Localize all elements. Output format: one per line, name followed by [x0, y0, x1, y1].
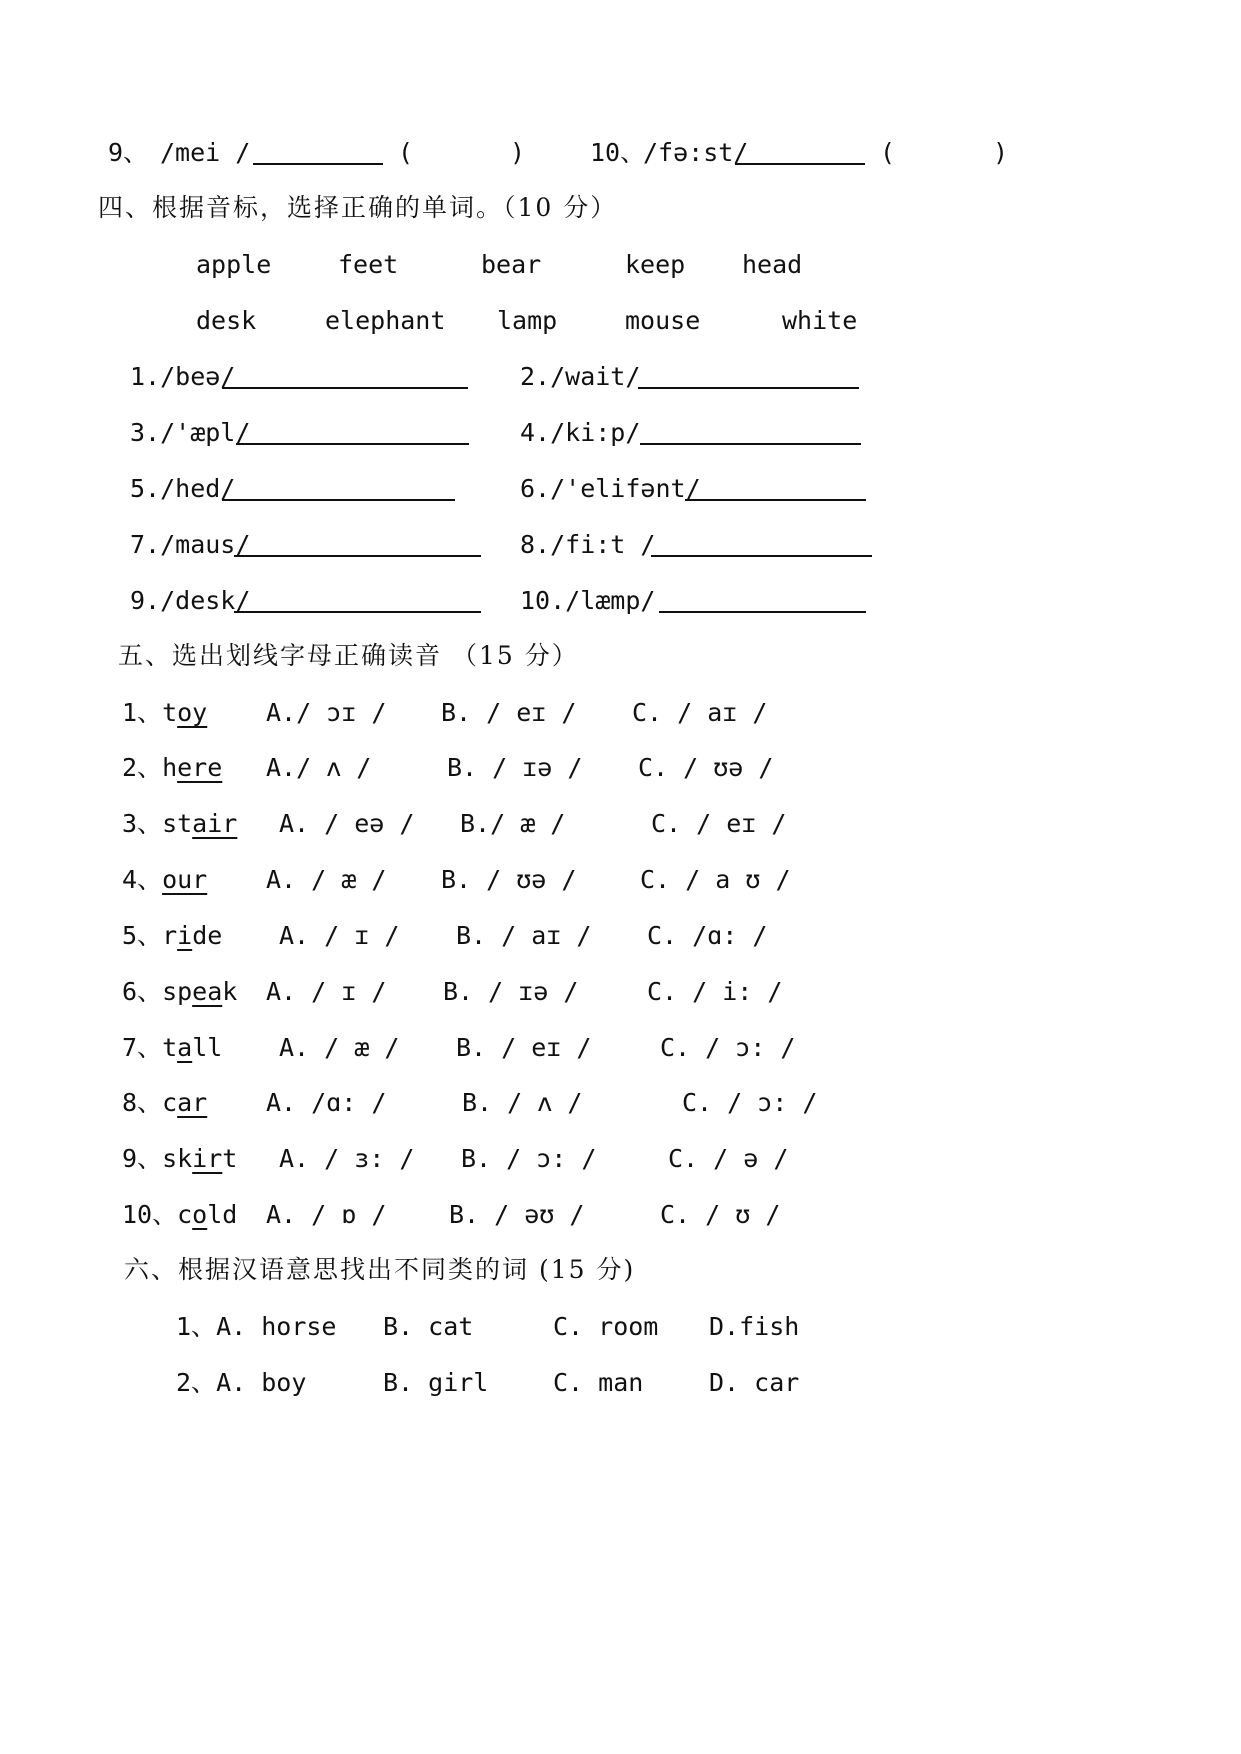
word-bank-item: white: [782, 306, 858, 335]
word-bank-item: bear: [481, 250, 542, 279]
option-c[interactable]: C. /ɑ: /: [647, 921, 768, 950]
option-b[interactable]: B. / ɪə /: [447, 753, 583, 782]
option-b[interactable]: B. / ɪə /: [443, 977, 579, 1006]
option-a[interactable]: A. / æ /: [279, 1033, 400, 1062]
pron-item-word: 9、skirt: [122, 1144, 238, 1173]
option-a[interactable]: A./ ɔɪ /: [266, 698, 387, 727]
odd-word-item: 2、A. boy: [176, 1368, 307, 1397]
option-a[interactable]: A. / ɪ /: [266, 977, 387, 1006]
pron-item-word: 3、stair: [122, 809, 238, 838]
option-c[interactable]: C. / aɪ /: [632, 698, 768, 727]
option-a[interactable]: A. /ɑ: /: [266, 1088, 387, 1117]
word-bank-item: elephant: [325, 306, 446, 335]
option-a[interactable]: A./ ʌ /: [266, 753, 372, 782]
word-bank-item: head: [742, 250, 803, 279]
phonetic-answer-blank[interactable]: [236, 443, 469, 445]
q10-answer-blank[interactable]: [735, 163, 865, 165]
phonetic-item-label: 5./hed/: [130, 474, 236, 503]
phonetic-answer-blank[interactable]: [222, 387, 468, 389]
section6-heading: 六、根据汉语意思找出不同类的词 (15 分): [124, 1255, 636, 1284]
q9-answer-blank[interactable]: [253, 163, 383, 165]
pron-item-word: 6、speak: [122, 977, 238, 1006]
option-a[interactable]: A. / ɪ /: [279, 921, 400, 950]
q10-number: 10、: [590, 138, 646, 167]
option-c[interactable]: C. / ə /: [668, 1144, 789, 1173]
phonetic-item-label: 10./læmp/: [520, 586, 656, 615]
option-a[interactable]: A. / ɜ: /: [279, 1144, 415, 1173]
option-b[interactable]: B. / ʊə /: [441, 865, 577, 894]
option-c[interactable]: C. / eɪ /: [651, 809, 787, 838]
pron-item-word: 1、toy: [122, 698, 208, 727]
phonetic-item-label: 4./ki:p/: [520, 418, 641, 447]
option-b[interactable]: B. / ɔ: /: [461, 1144, 597, 1173]
option-c[interactable]: C. / ɔ: /: [682, 1088, 818, 1117]
word-bank-item: mouse: [625, 306, 701, 335]
option-a[interactable]: A. / æ /: [266, 865, 387, 894]
option-c[interactable]: C. / a ʊ /: [640, 865, 791, 894]
pron-item-word: 8、car: [122, 1088, 208, 1117]
option-a[interactable]: A. / ɒ /: [266, 1200, 387, 1229]
phonetic-item-label: 3./'æpl/: [130, 418, 251, 447]
option-d[interactable]: D. car: [709, 1368, 800, 1397]
option-b[interactable]: B. / əʊ /: [449, 1200, 585, 1229]
q9-paren-right: ): [510, 138, 526, 167]
word-bank-item: feet: [338, 250, 399, 279]
q9-phonetic: /mei /: [160, 138, 251, 167]
word-bank-item: desk: [196, 306, 257, 335]
phonetic-item-label: 2./wait/: [520, 362, 641, 391]
option-b[interactable]: B. / eɪ /: [441, 698, 577, 727]
option-c[interactable]: C. / ɔ: /: [660, 1033, 796, 1062]
phonetic-item-label: 7./maus/: [130, 530, 251, 559]
phonetic-item-label: 8./fi:t /: [520, 530, 656, 559]
phonetic-answer-blank[interactable]: [234, 611, 481, 613]
q10-paren-right: ): [993, 138, 1009, 167]
q9-paren-left: (: [398, 138, 414, 167]
word-bank-item: keep: [625, 250, 686, 279]
pron-item-word: 2、here: [122, 753, 223, 782]
option-c[interactable]: C. room: [553, 1312, 659, 1341]
pron-item-word: 7、tall: [122, 1033, 223, 1062]
option-b[interactable]: B./ æ /: [460, 809, 566, 838]
option-a[interactable]: A. / eə /: [279, 809, 415, 838]
section5-heading: 五、选出划线字母正确读音 （15 分）: [118, 641, 579, 670]
option-b[interactable]: B. cat: [383, 1312, 474, 1341]
phonetic-answer-blank[interactable]: [651, 555, 872, 557]
word-bank-item: apple: [196, 250, 272, 279]
q10-paren-left: (: [880, 138, 896, 167]
phonetic-answer-blank[interactable]: [222, 499, 455, 501]
option-b[interactable]: B. / eɪ /: [456, 1033, 592, 1062]
option-b[interactable]: B. / ʌ /: [462, 1088, 583, 1117]
phonetic-answer-blank[interactable]: [640, 443, 861, 445]
phonetic-answer-blank[interactable]: [685, 499, 866, 501]
option-c[interactable]: C. / ʊə /: [638, 753, 774, 782]
phonetic-answer-blank[interactable]: [234, 555, 481, 557]
pron-item-word: 4、our: [122, 865, 208, 894]
option-c[interactable]: C. / i: /: [647, 977, 783, 1006]
q10-phonetic: /fə:st/: [643, 138, 749, 167]
section4-heading: 四、根据音标，选择正确的单词。（10 分）: [98, 193, 618, 222]
option-c[interactable]: C. man: [553, 1368, 644, 1397]
word-bank-item: lamp: [497, 306, 558, 335]
phonetic-answer-blank[interactable]: [638, 387, 859, 389]
odd-word-item: 1、A. horse: [176, 1312, 337, 1341]
option-d[interactable]: D.fish: [709, 1312, 800, 1341]
q9-number: 9、: [108, 138, 149, 167]
pron-item-word: 10、cold: [122, 1200, 238, 1229]
phonetic-item-label: 6./'elifənt/: [520, 474, 701, 503]
phonetic-item-label: 1./beə/: [130, 362, 236, 391]
option-b[interactable]: B. / aɪ /: [456, 921, 592, 950]
phonetic-item-label: 9./desk/: [130, 586, 251, 615]
option-b[interactable]: B. girl: [383, 1368, 489, 1397]
phonetic-answer-blank[interactable]: [659, 611, 866, 613]
pron-item-word: 5、ride: [122, 921, 223, 950]
option-c[interactable]: C. / ʊ /: [660, 1200, 781, 1229]
